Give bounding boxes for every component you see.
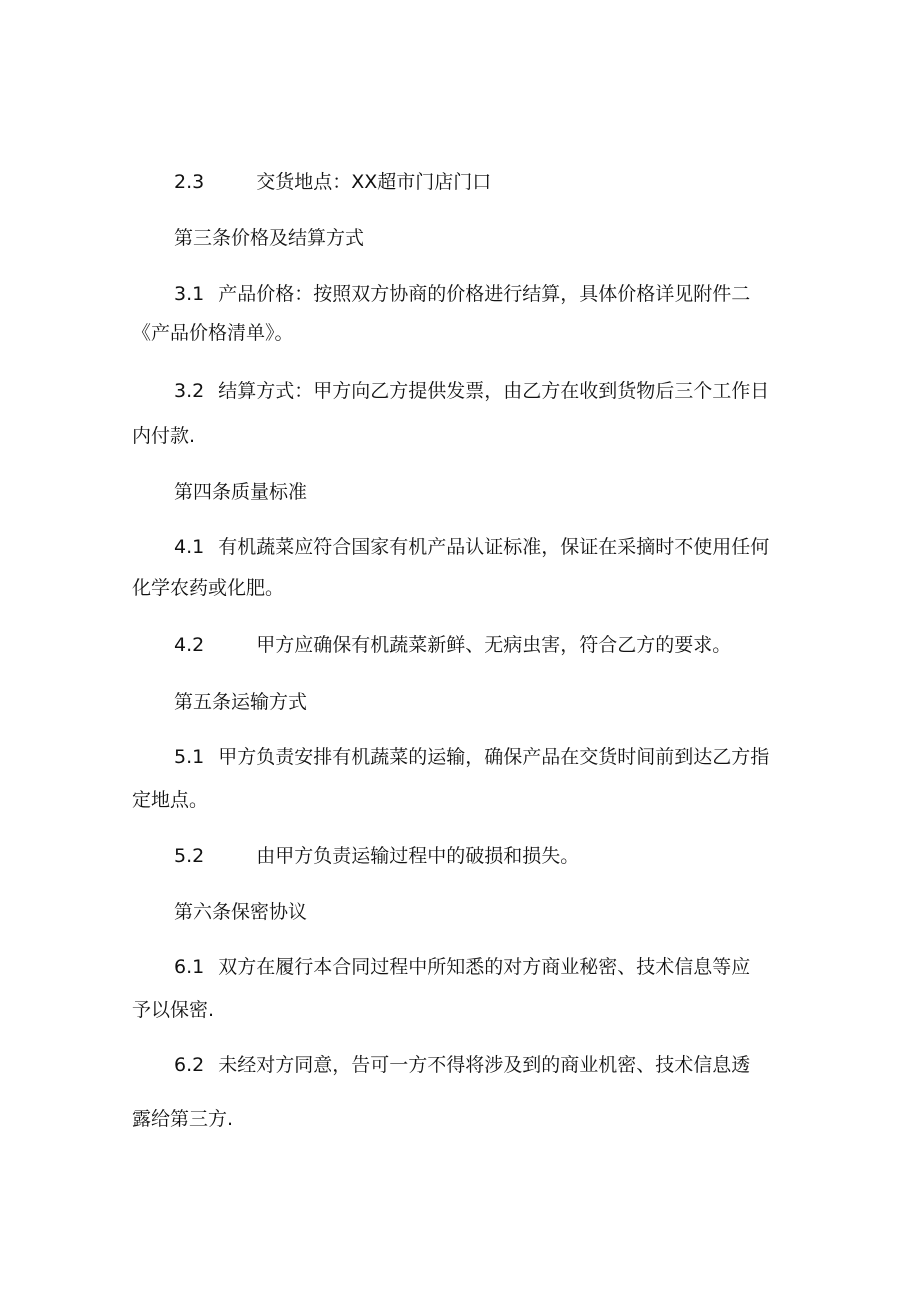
clause-number: 5.2: [174, 845, 205, 867]
clause-6-1: [174, 955, 750, 979]
clause-4-2: [174, 633, 731, 657]
clause-text: 双方在履行本合同过程中所知悉的对方商业秘密、技术信息等应: [218, 956, 751, 978]
section-heading-5: 第五条运输方式: [174, 691, 308, 713]
section-heading-4: 第四条质量标准: [174, 481, 308, 503]
clause-4-1-continuation: 化学农药或化肥。: [132, 577, 285, 599]
section-heading-3: 第三条价格及结算方式: [174, 227, 365, 249]
clause-6-2-continuation: 露给第三方.: [132, 1108, 234, 1130]
clause-3-1: [174, 282, 750, 306]
section-heading-6: 第六条保密协议: [174, 901, 308, 923]
clause-6-2: [174, 1053, 750, 1077]
clause-text: 有机蔬菜应符合国家有机产品认证标准，保证在采摘时不使用任何: [218, 536, 770, 558]
clause-5-2: [174, 844, 579, 868]
clause-text: 结算方式：甲方向乙方提供发票，由乙方在收到货物后三个工作日: [218, 380, 770, 402]
clause-text: 甲方负责安排有机蔬菜的运输，确保产品在交货时间前到达乙方指: [218, 746, 770, 768]
clause-number: 6.2: [174, 1054, 205, 1076]
clause-number: 3.2: [174, 380, 205, 402]
clause-4-1: [174, 535, 769, 559]
clause-number: 3.1: [174, 283, 205, 305]
clause-3-2: [174, 379, 769, 403]
clause-number: 2.3: [174, 171, 205, 193]
clause-text: 产品价格：按照双方协商的价格进行结算，具体价格详见附件二: [218, 283, 751, 305]
clause-3-1-continuation: 《产品价格清单》。: [132, 322, 294, 344]
clause-text: 甲方应确保有机蔬菜新鲜、无病虫害，符合乙方的要求。: [256, 634, 732, 656]
clause-number: 5.1: [174, 746, 205, 768]
clause-number: 6.1: [174, 956, 205, 978]
clause-number: 4.2: [174, 634, 205, 656]
clause-2-3: [174, 170, 491, 194]
clause-text: 由甲方负责运输过程中的破损和损失。: [256, 845, 580, 867]
clause-text: 未经对方同意，告可一方不得将涉及到的商业机密、技术信息透: [218, 1054, 751, 1076]
clause-number: 4.1: [174, 536, 205, 558]
clause-3-2-continuation: 内付款.: [132, 425, 196, 447]
clause-6-1-continuation: 予以保密.: [132, 999, 215, 1021]
clause-5-1: [174, 745, 769, 769]
clause-5-1-continuation: 定地点。: [132, 789, 209, 811]
clause-text: 交货地点：XX超市门店门口: [256, 171, 492, 193]
